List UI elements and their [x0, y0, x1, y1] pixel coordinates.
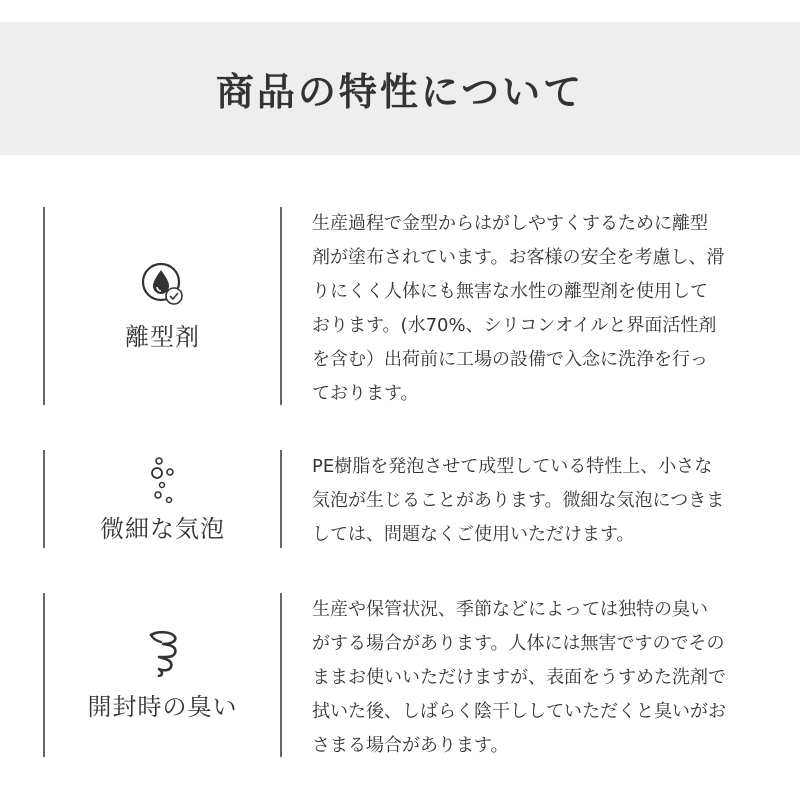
description-line: PE樹脂を発泡させて成型している特性上、小さな [312, 456, 713, 477]
section-description [312, 207, 762, 411]
page-header [0, 22, 800, 155]
oil-drop-check-icon [139, 261, 187, 309]
section-description [312, 593, 762, 763]
section-fine-bubbles [0, 450, 800, 548]
description-line: 生産や保管状況、季節などによっては独特の臭い [312, 599, 708, 620]
odor-icon [143, 629, 183, 677]
description-line: 拭いた後、しばらく陰干ししていただくと臭いがお [312, 701, 726, 722]
divider-middle [280, 593, 282, 757]
divider-middle [280, 450, 282, 548]
description-line: ままお使いいただけますが、表面をうすめた洗剤で [312, 667, 726, 688]
divider-middle [280, 207, 282, 405]
section-description [312, 450, 762, 552]
section-label-text: 微細な気泡 [100, 514, 225, 543]
description-line: さまる場合があります。 [312, 735, 509, 756]
description-line: 生産過程で金型からはがしやすくするために離型 [312, 213, 708, 234]
section-label-text: 離型剤 [125, 322, 200, 351]
description-line: 剤が塗布されています。お客様の安全を考慮し、滑 [312, 247, 725, 268]
section-opening-odor [0, 593, 800, 757]
bubbles-icon [143, 455, 183, 503]
section-label [45, 207, 280, 405]
description-line: 気泡が生じることがあります。微細な気泡につきま [312, 490, 725, 511]
section-label-text: 開封時の臭い [87, 692, 238, 721]
description-line: がする場合があります。人体には無害ですのでその [312, 633, 725, 654]
section-release-agent [0, 207, 800, 405]
description-line: を含む）出荷前に工場の設備で入念に洗浄を行っ [312, 349, 708, 370]
section-label [45, 593, 280, 757]
description-line: しては、問題なくご使用いただけます。 [312, 524, 635, 545]
description-line: おります。(水70%、シリコンオイルと界面活性剤 [312, 315, 717, 336]
page-title: 商品の特性について [215, 70, 585, 114]
section-label [45, 450, 280, 548]
description-line: りにくく人体にも無害な水性の離型剤を使用して [312, 281, 708, 302]
description-line: ております。 [312, 383, 419, 404]
